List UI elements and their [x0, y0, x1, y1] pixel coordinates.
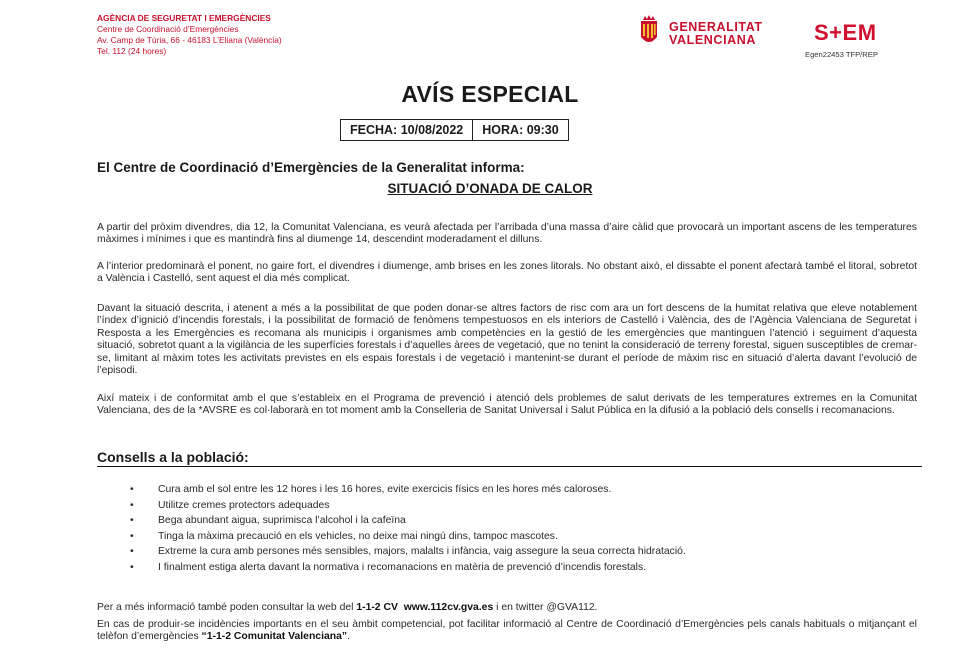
bullet-icon: • [130, 561, 134, 573]
footer-web-info [97, 602, 598, 613]
bullet-icon: • [130, 499, 134, 511]
list-item [130, 484, 910, 496]
list-item [130, 546, 910, 558]
agency-center: Centre de Coordinació d’Emergències [97, 24, 239, 34]
footer-incidents-text: En cas de produir-se incidències importants en el seu àmbit competencial, pot facilitar informació al Centre de Coordinació d’Emergències pels canals habituals o mitjançant el telèfon d’emergències [97, 619, 917, 643]
generalitat-wordmark [669, 21, 763, 47]
situation-subtitle: SITUACIÓ D’ONADA DE CALOR [387, 181, 593, 196]
footer-twitter-handle[interactable]: @GVA112. [546, 602, 598, 613]
list-item [130, 531, 910, 543]
generalitat-wordmark-line1: GENERALITAT [669, 20, 763, 34]
list-item [130, 500, 910, 512]
footer-emergency-number: “1-1-2 Comunitat Valenciana” [201, 631, 348, 643]
document-title: AVÍS ESPECIAL [401, 81, 579, 107]
agency-header [97, 13, 282, 57]
time-label: HORA: 09:30 [472, 120, 567, 140]
bullet-icon: • [130, 530, 134, 542]
list-item [130, 515, 910, 527]
tip-text: Tinga la màxima precaució en els vehicles, no deixe mai ningú dins, tampoc mascotes. [158, 530, 558, 542]
bullet-icon: • [130, 484, 134, 495]
consells-heading: Consells a la població: [97, 449, 249, 465]
consells-divider [97, 466, 922, 467]
tip-text: Bega abundant aigua, suprimisca l’alcohol i la cafeïna [158, 515, 406, 527]
paragraph-wind: A l’interior predominarà el ponent, no gaire fort, el divendres i diumenge, amb brises en les zones litorals. No obstant això, el dissabte el ponent afectarà també el litoral, sobretot a València i Castelló, sent aquest el dia més complicat. [97, 261, 917, 285]
tips-list [130, 484, 910, 578]
generalitat-emblem-icon [637, 15, 661, 49]
date-label: FECHA: 10/08/2022 [350, 123, 464, 137]
footer-incidents-end: . [347, 631, 350, 643]
generalitat-logo [637, 15, 797, 53]
footer-brand: 1-1-2 CV [356, 602, 398, 613]
agency-address: Av. Camp de Túria, 66 - 46183 L’Eliana (València) [97, 35, 282, 45]
paragraph-risk: Davant la situació descrita, i atenent a més a la possibilitat de que poden donar-se altres factors de risc com ara un fort descens de la humitat relativa que eleve notablement l’índex d’ignició d’incendis forestals, i la possibilitat de formació de fenòmens tempestuosos en els interiors de Castelló i València, des de l’Agència Valenciana de Seguretat i Resposta a les Emergències es recomana als municipis i organismes amb competències en la gestió de les emergències que mantinguen l’atenció i seguiment d’aquesta situació, sobretot quant a la vigilància de les superfícies forestals i d’aquelles àrees de vegetació, que no tenint la consideració de terreny forestal, siguen susceptibles de cremar-se, limitant al màxim totes les activitats previstes en els espais forestals i de vegetació i mantenint-se durant el període de màxim risc en situació d’alerta davant l’evolució de l’episodi. [97, 303, 917, 377]
bullet-icon: • [130, 546, 134, 558]
tip-text: I finalment estiga alerta davant la normativa i recomanacions en matèria de prevenció d’incendis forestals. [158, 561, 647, 573]
footer-twitter-intro: i en twitter [493, 602, 547, 613]
footer-website-link[interactable]: www.112cv.gva.es [403, 602, 494, 613]
date-time-box [340, 119, 569, 141]
tip-text: Cura amb el sol entre les 12 hores i les 16 hores, evite exercicis físics en les hores més caloroses. [158, 484, 612, 495]
generalitat-wordmark-line2: VALENCIANA [669, 33, 757, 47]
agency-phone: Tel. 112 (24 hores) [97, 46, 167, 56]
informa-heading: El Centre de Coordinació d’Emergències de la Generalitat informa: [97, 160, 525, 175]
paragraph-health: Així mateix i de conformitat amb el que s’estableix en el Programa de prevenció i atenció dels problemes de salut derivats de les temperatures extremes en la Comunitat Valenciana, des de la *AVSRE es col·laborarà en tot moment amb la Conselleria de Sanitat Universal i Salut Pública en la difusió a la població dels consells i recomanacions. [97, 393, 917, 417]
tip-text: Extreme la cura amb persones més sensibles, majors, malalts i infància, vaig assegure la seua correcta hidratació. [158, 546, 686, 558]
footer-web-intro: Per a més informació també poden consultar la web del [97, 602, 357, 613]
reference-code: Egen22453 TFP/REP [805, 50, 878, 59]
footer-incidents-paragraph [97, 619, 917, 644]
agency-name: AGÈNCIA DE SEGURETAT I EMERGÈNCIES [97, 13, 271, 23]
list-item [130, 562, 910, 574]
sem-logo: S+EM [814, 20, 877, 45]
tip-text: Utilitze cremes protectors adequades [158, 499, 330, 511]
bullet-icon: • [130, 515, 134, 527]
paragraph-forecast: A partir del pròxim divendres, dia 12, la Comunitat Valenciana, es veurà afectada per l’arribada d’una massa d’aire càlid que provocarà un important ascens de les temperatures màximes i mínimes i que es mantindrà fins al diumenge 14, descendint moderadament el dilluns. [97, 222, 917, 246]
